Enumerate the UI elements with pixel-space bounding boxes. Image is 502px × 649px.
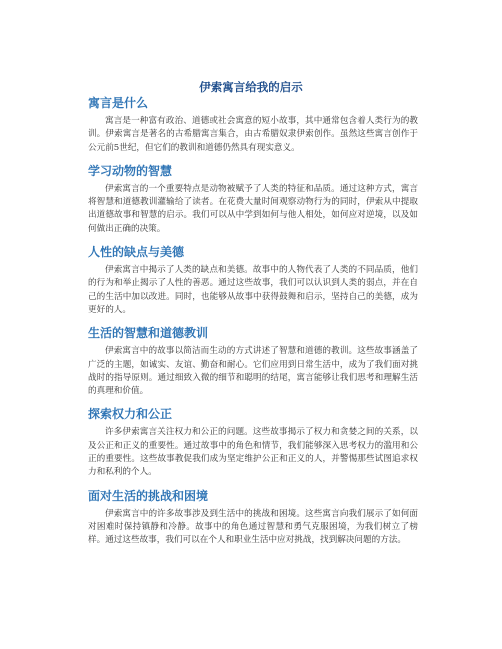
section-heading: 面对生活的挑战和困境 [88,488,209,503]
section-heading: 生活的智慧和道德教训 [88,326,209,341]
section-human-nature [88,245,418,317]
section-paragraph: 伊索寓言的一个重要特点是动物被赋予了人类的特征和品质。通过这种方式，寓言将智慧和道德教训灌输给了读者。在花费大量时间观察动物行为的同时，伊索从中提取出道德故事和智慧的启示。我们可以从中学到如何与他人相处，如何应对逆境，以及如何做出正确的决策。 [88,183,418,234]
section-heading: 探索权力和公正 [88,407,173,422]
section-life-wisdom [88,326,418,398]
section-paragraph: 许多伊索寓言关注权力和公正的问题。这些故事揭示了权力和贪婪之间的关系，以及公正和正义的重要性。通过故事中的角色和情节，我们能够深入思考权力的滥用和公正的重要性。这些故事教促我们成为坚定维护公正和正义的人，并警惕那些试图追求权力和私利的个人。 [88,427,418,478]
section-animal-wisdom [88,164,418,236]
section-life-challenges [88,489,418,548]
section-heading: 学习动物的智慧 [88,163,173,178]
section-heading: 寓言是什么 [88,96,149,110]
section-power-justice [88,407,418,479]
section-paragraph: 伊索寓言中的许多故事涉及到生活中的挑战和困境。这些寓言向我们展示了如何面对困难时保持镇静和冷静。故事中的角色通过智慧和勇气克服困境，为我们树立了榜样。通过这些故事，我们可以在个人和职业生活中应对挑战，找到解决问题的方法。 [88,508,418,546]
document-title: 伊索寓言给我的启示 [199,80,303,94]
section-paragraph: 寓言是一种富有政治、道德或社会寓意的短小故事，其中通常包含着人类行为的教训。伊索寓言是著名的古希腊寓言集合，由古希腊奴隶伊索创作。虽然这些寓言创作于公元前5世纪，但它们的教训和道德仍然具有现实意义。 [88,116,418,153]
section-paragraph: 伊索寓言中揭示了人类的缺点和美德。故事中的人物代表了人类的不同品质，他们的行为和举止揭示了人性的善恶。通过这些故事，我们可以认识到人类的弱点，并在自己的生活中加以改进。同时，也能够从故事中获得鼓舞和启示，坚持自己的美德，成为更好的人。 [88,265,418,315]
section-heading: 人性的缺点与美德 [88,245,185,260]
document-content [88,96,418,557]
section-paragraph: 伊索寓言中的故事以简洁而生动的方式讲述了智慧和道德的教训。这些故事涵盖了广泛的主题，如诚实、友谊、勤奋和耐心。它们应用到日常生活中，成为了我们面对挑战时的指导原则。通过细致入微的细节和聪明的结尾，寓言能够让我们思考和理解生活的真理和价值。 [88,346,418,397]
section-what-is-fable [88,96,418,155]
